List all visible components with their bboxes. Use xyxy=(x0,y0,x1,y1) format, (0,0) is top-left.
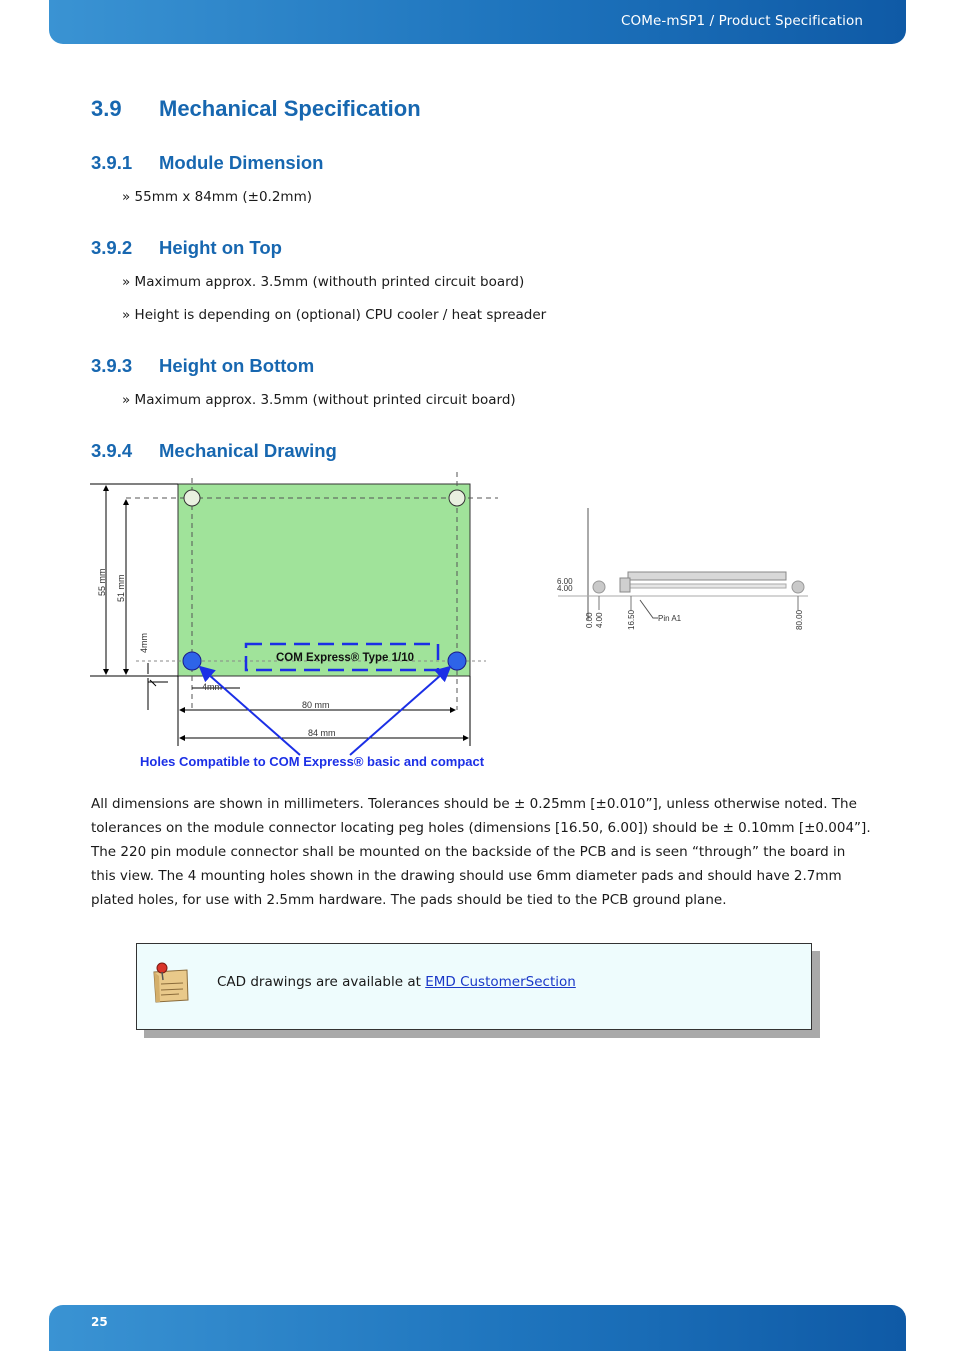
side-y-bottom: 4.00 xyxy=(557,584,573,593)
section-heading xyxy=(91,96,421,122)
bullet-module-dimension: » 55mm x 84mm (±0.2mm) xyxy=(122,189,312,205)
subsection-heading-mechanical-drawing: 3.9.4 Mechanical Drawing xyxy=(91,440,337,461)
bullet-height-bottom: » Maximum approx. 3.5mm (without printed circuit board) xyxy=(122,392,516,408)
mounting-hole-top-right xyxy=(449,490,465,506)
header-bar xyxy=(49,0,906,44)
subsection-heading-height-bottom: 3.9.3 Height on Bottom xyxy=(91,355,315,376)
mounting-hole-bottom-right xyxy=(448,652,466,670)
note-text: CAD drawings are available at EMD CustomerSection xyxy=(217,974,576,990)
dim-80mm: 80 mm xyxy=(302,700,330,710)
dim-84mm: 84 mm xyxy=(308,728,336,738)
bullet-height-top-1: » Maximum approx. 3.5mm (withouth printed circuit board) xyxy=(122,274,525,290)
document-title: COMe-mSP1 / Product Specification xyxy=(621,13,863,29)
side-x-16: 16.50 xyxy=(627,609,636,630)
subsection-heading-module-dimension: 3.9.1 Module Dimension xyxy=(91,152,324,173)
connector-label: COM Express® Type 1/10 xyxy=(276,652,415,664)
pcb-board xyxy=(178,484,470,676)
section-number: 3.9 xyxy=(91,96,122,121)
pin-label: Pin A1 xyxy=(658,614,682,623)
side-x-4: 4.00 xyxy=(595,612,604,628)
side-x-80: 80.00 xyxy=(795,609,804,630)
side-x-0: 0.00 xyxy=(585,612,594,628)
side-view xyxy=(557,508,808,630)
page-number: 25 xyxy=(91,1315,108,1329)
bullet-height-top-2: » Height is depending on (optional) CPU cooler / heat spreader xyxy=(122,307,547,323)
dim-55mm: 55 mm xyxy=(97,568,107,596)
holes-caption: Holes Compatible to COM Express® basic and compact xyxy=(140,754,485,769)
dim-4mm-horizontal: 4mm xyxy=(202,682,222,692)
side-y-top: 6.00 xyxy=(557,577,573,586)
emd-customer-section-link[interactable]: EMD CustomerSection xyxy=(425,974,576,990)
mechanical-drawing xyxy=(88,470,828,780)
section-title: Mechanical Specification xyxy=(159,96,421,121)
body-paragraph: All dimensions are shown in millimeters. Tolerances should be ± 0.25mm [±0.010”], unless otherwise noted. The tolerances on the module connector locating peg holes (dimensions [16.50, 6.00]) should be ± 0.10mm [±0.004”]. The 220 pin module connector shall be mounted on the backside of the PCB and is seen “through” the board in this view. The 4 mounting holes shown in the drawing should use 6mm diameter pads and should have 2.7mm plated holes, for use with 2.5mm hardware. The pads should be tied to the PCB ground plane. xyxy=(91,796,871,908)
dim-4mm-vertical: 4mm xyxy=(139,633,149,653)
note-icon xyxy=(151,962,191,1006)
footer-bar xyxy=(49,1305,906,1351)
dim-51mm: 51 mm xyxy=(116,574,126,602)
note-box xyxy=(136,943,812,1030)
mounting-hole-bottom-left xyxy=(183,652,201,670)
mounting-hole-top-left xyxy=(184,490,200,506)
subsection-heading-height-top: 3.9.2 Height on Top xyxy=(91,237,282,258)
